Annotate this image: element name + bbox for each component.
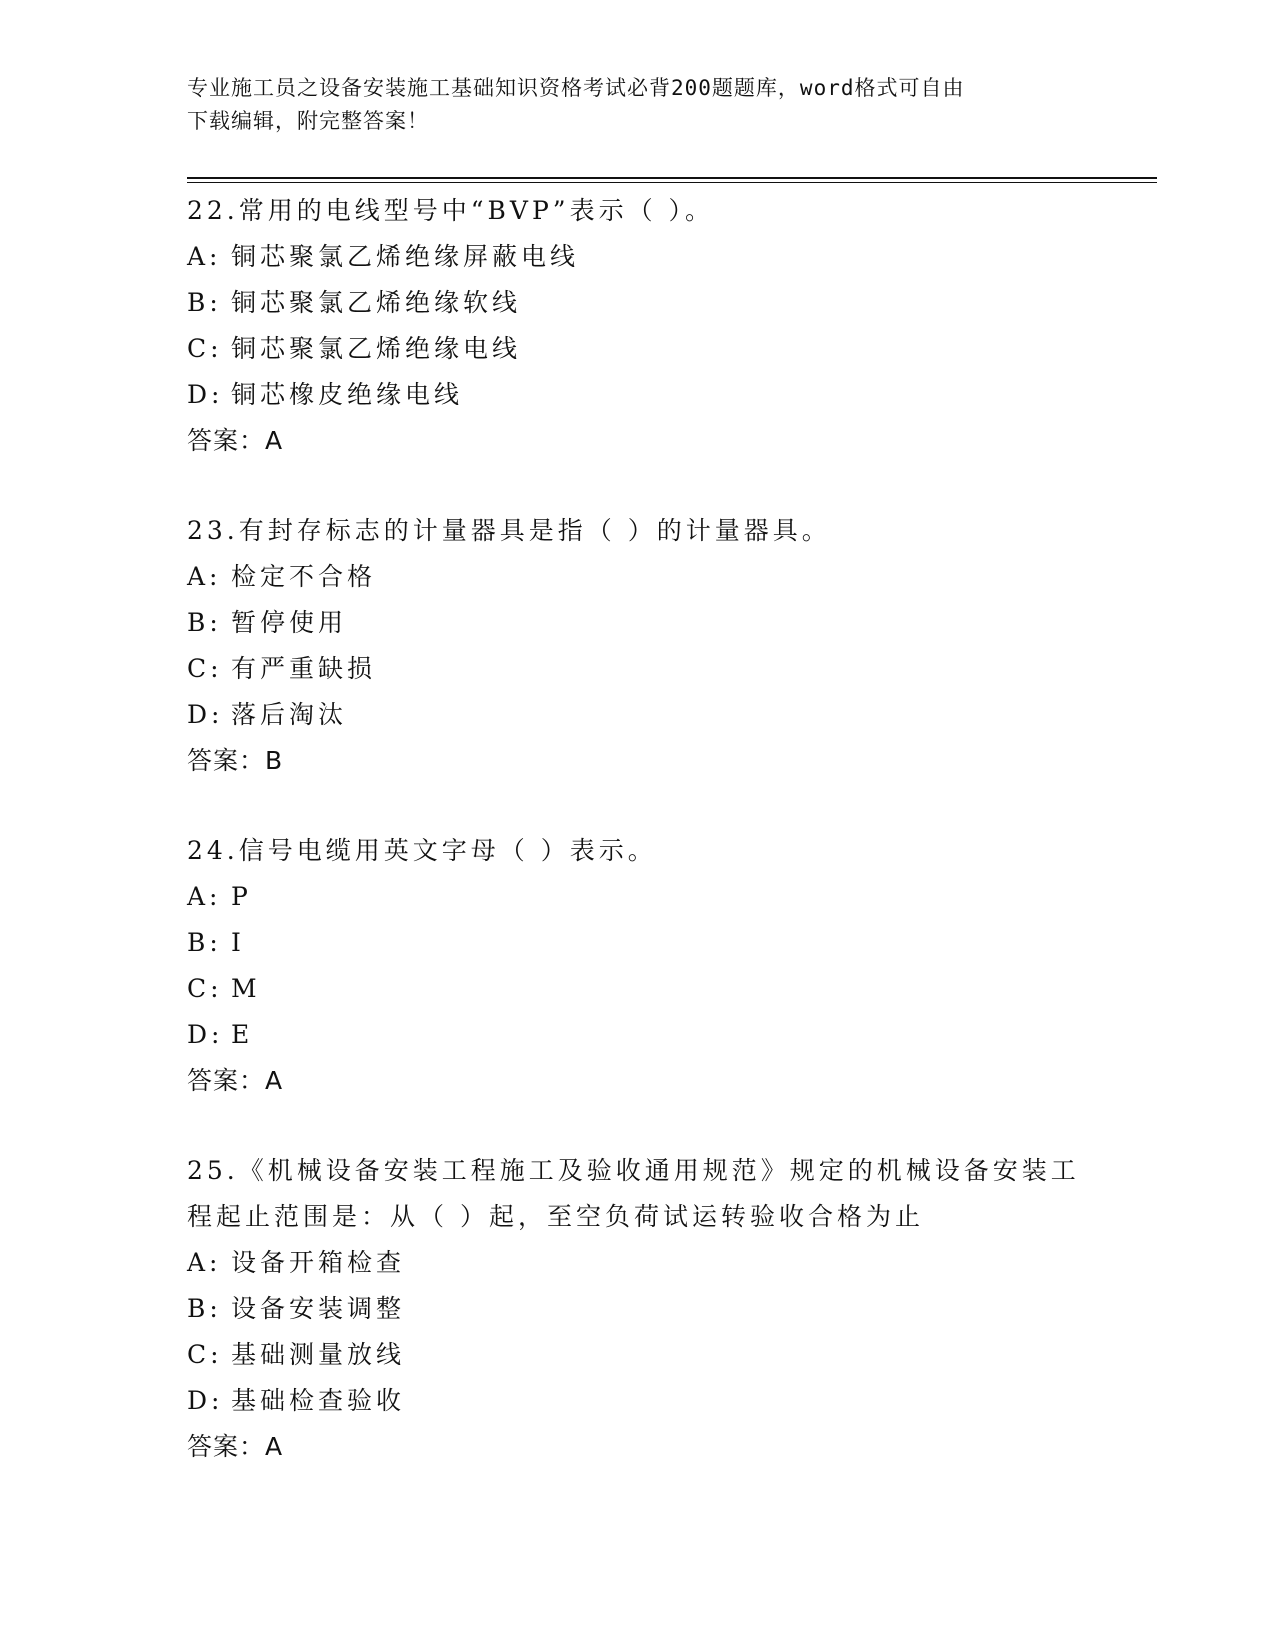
question-stem: 23.有封存标志的计量器具是指（ ）的计量器具。: [187, 516, 831, 545]
option-label: D:: [187, 700, 224, 729]
answer-line: 答案：A: [187, 426, 284, 455]
option-label: D:: [187, 1020, 224, 1049]
option-a: [187, 234, 1127, 280]
question-stem: 24.信号电缆用英文字母（ ）表示。: [187, 836, 657, 865]
question-22: [187, 188, 1127, 464]
option-text: 铜芯橡皮绝缘电线: [231, 380, 464, 409]
question-stem-line-2: 程起止范围是：从（ ）起，至空负荷试运转验收合格为止: [187, 1202, 924, 1231]
option-d: [187, 372, 1127, 418]
header-line-1: 专业施工员之设备安装施工基础知识资格考试必背200题题库，word格式可自由: [187, 76, 965, 100]
question-spacer: [187, 1104, 1127, 1148]
option-label: C:: [187, 654, 223, 683]
option-b: [187, 920, 1127, 966]
option-label: B:: [187, 1294, 222, 1323]
option-text: 设备开箱检查: [231, 1248, 406, 1277]
answer-line: 答案：A: [187, 1432, 284, 1461]
option-text: M: [231, 974, 261, 1003]
option-text: 暂停使用: [231, 608, 348, 637]
option-label: B:: [187, 288, 222, 317]
question-spacer: [187, 464, 1127, 508]
option-c: [187, 646, 1127, 692]
option-c: [187, 966, 1127, 1012]
option-c: [187, 326, 1127, 372]
option-text: 有严重缺损: [231, 654, 377, 683]
option-b: [187, 280, 1127, 326]
question-stem-line-1: 25.《机械设备安装工程施工及验收通用规范》规定的机械设备安装工: [187, 1156, 1080, 1185]
option-label: A:: [187, 562, 222, 591]
question-list: [187, 188, 1127, 1470]
option-text: 铜芯聚氯乙烯绝缘屏蔽电线: [231, 242, 580, 271]
option-d: [187, 692, 1127, 738]
option-text: I: [231, 928, 245, 957]
question-23: [187, 508, 1127, 784]
option-b: [187, 1286, 1127, 1332]
document-header: [187, 72, 1067, 138]
option-a: [187, 874, 1127, 920]
option-d: [187, 1378, 1127, 1424]
option-label: A:: [187, 882, 222, 911]
question-spacer: [187, 784, 1127, 828]
option-label: B:: [187, 608, 222, 637]
answer-line: 答案：A: [187, 1066, 284, 1095]
question-stem: 22.常用的电线型号中“BVP”表示（ ）。: [187, 196, 715, 225]
option-text: P: [231, 882, 252, 911]
header-rule-thin: [187, 182, 1157, 183]
header-rule-thick: [187, 177, 1157, 179]
option-text: 铜芯聚氯乙烯绝缘电线: [231, 334, 522, 363]
option-label: C:: [187, 974, 223, 1003]
option-b: [187, 600, 1127, 646]
option-a: [187, 554, 1127, 600]
option-text: E: [231, 1020, 254, 1049]
option-label: D:: [187, 1386, 224, 1415]
option-text: 基础检查验收: [231, 1386, 406, 1415]
option-label: C:: [187, 1340, 223, 1369]
option-label: A:: [187, 242, 222, 271]
option-d: [187, 1012, 1127, 1058]
option-text: 设备安装调整: [231, 1294, 406, 1323]
answer-line: 答案：B: [187, 746, 284, 775]
header-line-2: 下载编辑，附完整答案！: [187, 109, 429, 133]
option-label: D:: [187, 380, 224, 409]
question-25: [187, 1148, 1127, 1470]
option-text: 铜芯聚氯乙烯绝缘软线: [231, 288, 522, 317]
option-text: 基础测量放线: [231, 1340, 406, 1369]
option-text: 检定不合格: [231, 562, 377, 591]
question-24: [187, 828, 1127, 1104]
option-label: A:: [187, 1248, 222, 1277]
option-a: [187, 1240, 1127, 1286]
option-c: [187, 1332, 1127, 1378]
option-label: B:: [187, 928, 222, 957]
option-text: 落后淘汰: [231, 700, 348, 729]
option-label: C:: [187, 334, 223, 363]
